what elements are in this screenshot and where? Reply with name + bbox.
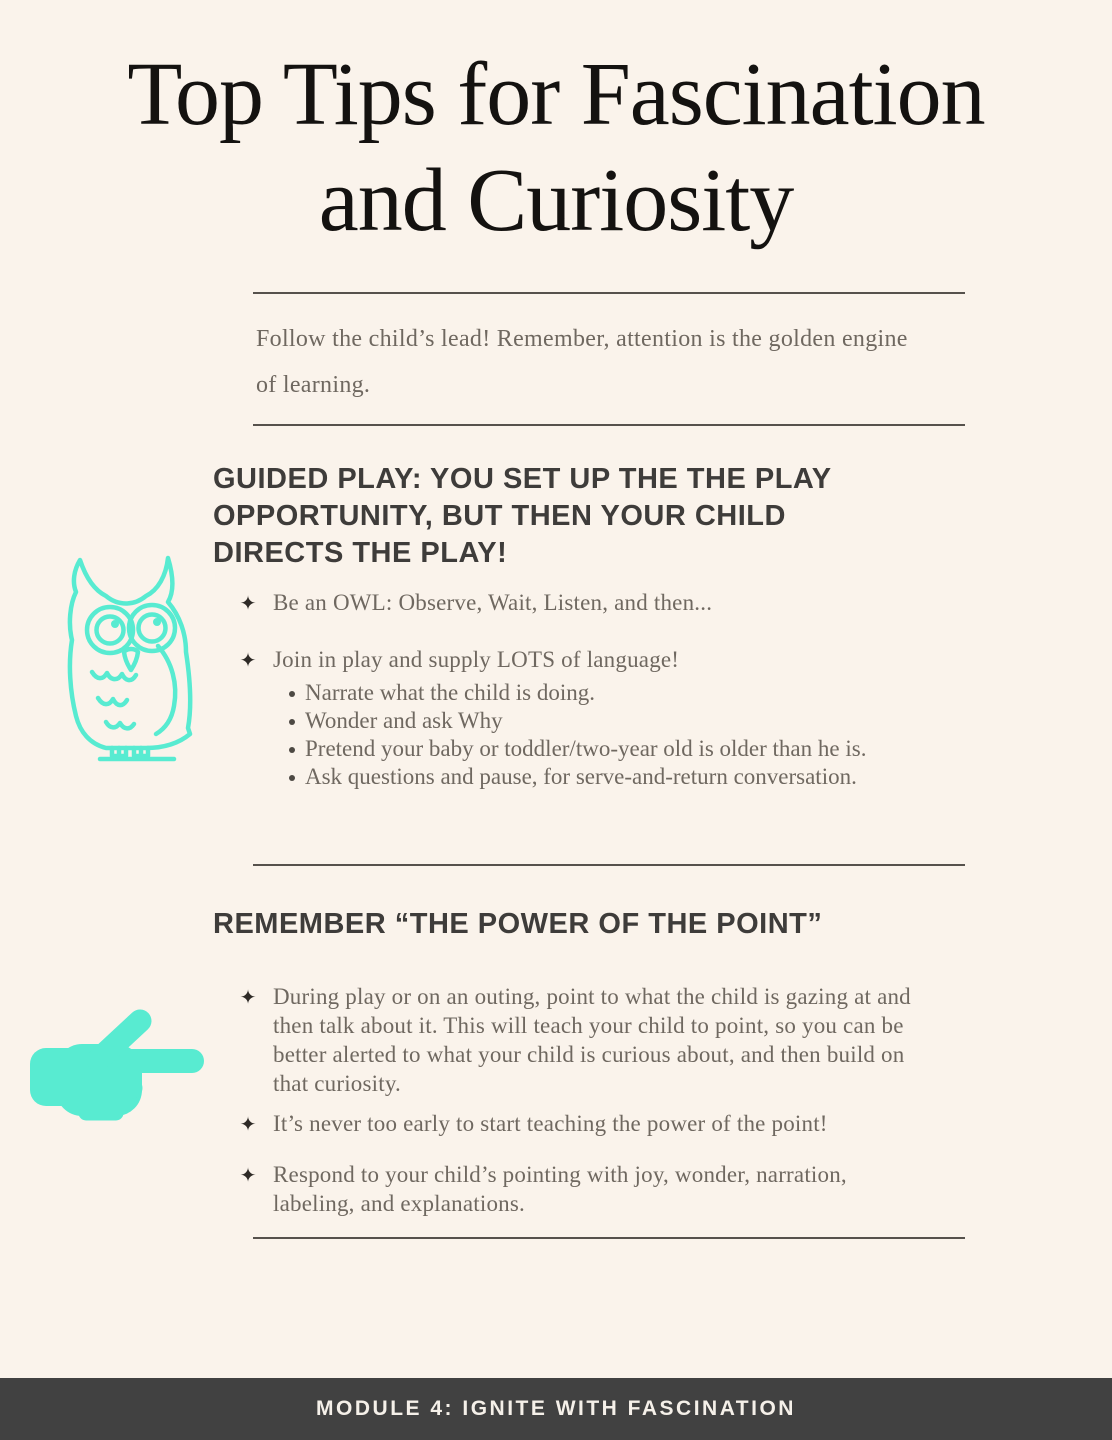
footer-bar <box>0 1378 1112 1440</box>
divider-bottom <box>253 1237 965 1239</box>
bullet-text: During play or on an outing, point to what the child is gazing at and then talk about it. This will teach your child to point, so you can be better alerted to what your child is curious about, and then build on that curiosity. <box>273 984 911 1096</box>
diamond-bullet-icon: ✦ <box>239 985 257 1009</box>
page-title <box>0 42 1112 254</box>
diamond-bullet-icon: ✦ <box>239 591 257 615</box>
bullet-text: It’s never too early to start teaching the power of the point! <box>273 1111 828 1136</box>
intro-text: Follow the child’s lead! Remember, attention is the golden engine of learning. <box>256 326 908 398</box>
pointing-hand-icon <box>28 1004 208 1122</box>
bullet-text: Be an OWL: Observe, Wait, Listen, and then... <box>273 590 713 615</box>
section-heading-power-of-point: REMEMBER “THE POWER OF THE POINT” <box>213 908 823 940</box>
sub-bullet-text: Wonder and ask Why <box>305 708 503 733</box>
bullet-text: Join in play and supply LOTS of language! <box>273 647 680 672</box>
bullet-item <box>238 1160 958 1218</box>
diamond-bullet-icon: ✦ <box>239 1163 257 1187</box>
diamond-bullet-icon: ✦ <box>239 1112 257 1136</box>
sub-bullet-list <box>289 679 866 791</box>
page-title-line1: Top Tips for Fascination <box>127 45 985 144</box>
power-of-point-bullets <box>238 982 958 1218</box>
divider-under-intro <box>253 424 965 426</box>
divider-top <box>253 292 965 294</box>
sub-bullet-item <box>289 763 866 791</box>
diamond-bullet-icon: ✦ <box>239 648 257 672</box>
sub-bullet-item <box>289 707 866 735</box>
sub-bullet-item <box>289 735 866 763</box>
dot-bullet-icon <box>289 747 295 753</box>
page-title-line2: and Curiosity <box>318 151 794 250</box>
section-heading-guided-play: GUIDED PLAY: YOU SET UP THE THE PLAY OPPORTUNITY, BUT THEN YOUR CHILD DIRECTS THE PLAY! <box>213 463 832 569</box>
sub-bullet-text: Ask questions and pause, for serve-and-return conversation. <box>305 764 857 789</box>
guided-play-bullets <box>238 588 958 791</box>
dot-bullet-icon <box>289 775 295 781</box>
bullet-item <box>238 982 958 1098</box>
sub-bullet-text: Narrate what the child is doing. <box>305 680 595 705</box>
bullet-item <box>238 645 958 791</box>
sub-bullet-text: Pretend your baby or toddler/two-year old is older than he is. <box>305 736 867 761</box>
owl-icon <box>40 548 212 766</box>
bullet-item <box>238 588 958 618</box>
divider-mid <box>253 864 965 866</box>
bullet-text: Respond to your child’s pointing with joy, wonder, narration, labeling, and explanations. <box>273 1162 847 1216</box>
bullet-item <box>238 1109 958 1139</box>
sub-bullet-item <box>289 679 866 707</box>
footer-text: MODULE 4: IGNITE WITH FASCINATION <box>316 1397 796 1420</box>
dot-bullet-icon <box>289 691 295 697</box>
dot-bullet-icon <box>289 719 295 725</box>
